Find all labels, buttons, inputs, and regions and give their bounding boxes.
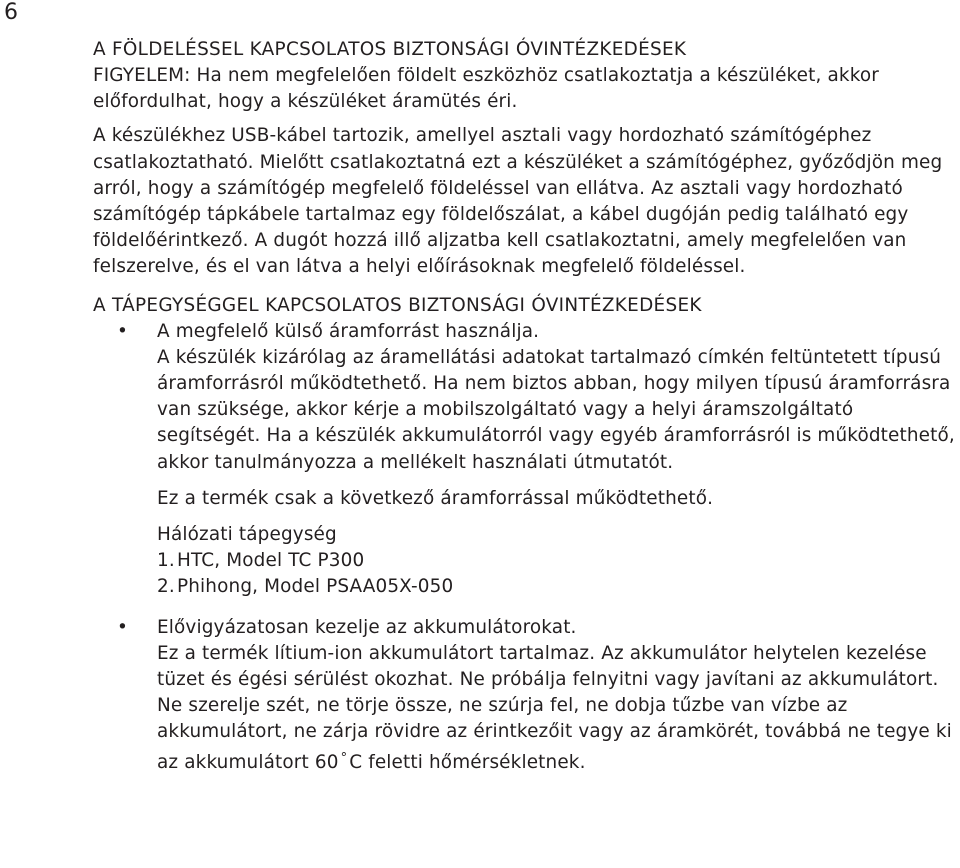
grounding-section xyxy=(93,37,955,281)
bullet-item-power-source xyxy=(93,319,955,601)
bullet-item-battery xyxy=(93,615,955,776)
bullet-title: A megfelelő külső áramforrást használja. xyxy=(157,320,540,342)
adapter-title: Hálózati tápegység xyxy=(157,524,337,546)
grounding-paragraph: A készülékhez USB-kábel tartozik, amellyel asztali vagy hordozható számítógéphez csatlakoztatható. Mielőtt csatlakoztatná ezt a készüléket a számítógéphez, győződjön meg arról, hogy a számítógép megfelelő földeléssel van ellátva. Az asztali vagy hordozható számítógép tápkábele tartalmaz egy földelőszálat, a kábel dugóján pedig található egy földelőérintkező. A dugót hozzá illő aljzatba kell csatlakoztatni, amely megfelelően van felszerelve, és el van látva a helyi előírásoknak megfelelő földeléssel. xyxy=(93,125,943,278)
grounding-warning: FIGYELEM: Ha nem megfelelően földelt eszközhöz csatlakoztatja a készüléket, akkor előfordulhat, hogy a készüléket áramütés éri. xyxy=(93,65,879,113)
bullet-icon: • xyxy=(117,320,128,342)
bullet-body-text: Ez a termék lítium-ion akkumulátort tartalmaz. Az akkumulátor helytelen kezelése tüzet és égési sérülést okozhat. Ne próbálja felnyitni vagy javítani az akkumulátort. Ne szerelje szét, ne törje össze, ne szúrja fel, ne dobja tűzbe van vízbe az akkumulátort, ne zárja rövidre az érintkezőit vagy az áramkörét, továbbá ne tegye ki az akkumulátort 60 ° C feletti hőmérsékletnek. xyxy=(157,642,952,773)
bullet-icon: • xyxy=(117,616,128,638)
document-body xyxy=(93,37,955,776)
list-item: 1. HTC, Model TC P300 xyxy=(157,550,365,572)
power-heading: A TÁPEGYSÉGGEL KAPCSOLATOS BIZTONSÁGI ÓVINTÉZKEDÉSEK xyxy=(93,294,702,316)
adapter-list xyxy=(157,548,955,600)
power-section xyxy=(93,293,955,776)
bullet-body-text: A készülék kizárólag az áramellátási adatokat tartalmazó címkén feltüntetett típusú áramforrásról működtethető. Ha nem biztos abban, hogy milyen típusú áramforrásra van szüksége, akkor kérje a mobilszolgáltató vagy a helyi áramszolgáltató segítségét. Ha a készülék akkumulátorról vagy egyéb áramforrásról is működtethető, akkor tanulmányozza a mellékelt használati útmutatót. xyxy=(157,346,955,473)
grounding-heading: A FÖLDELÉSSEL KAPCSOLATOS BIZTONSÁGI ÓVINTÉZKEDÉSEK xyxy=(93,39,687,60)
bullet-title: Elővigyázatosan kezelje az akkumulátorokat. xyxy=(157,616,577,638)
page-number: 6 xyxy=(4,0,18,25)
power-note: Ez a termék csak a következő áramforrással működtethető. xyxy=(157,487,714,509)
degree-symbol: ° xyxy=(340,750,348,766)
list-item: 2. Phihong, Model PSAA05X-050 xyxy=(157,576,454,598)
